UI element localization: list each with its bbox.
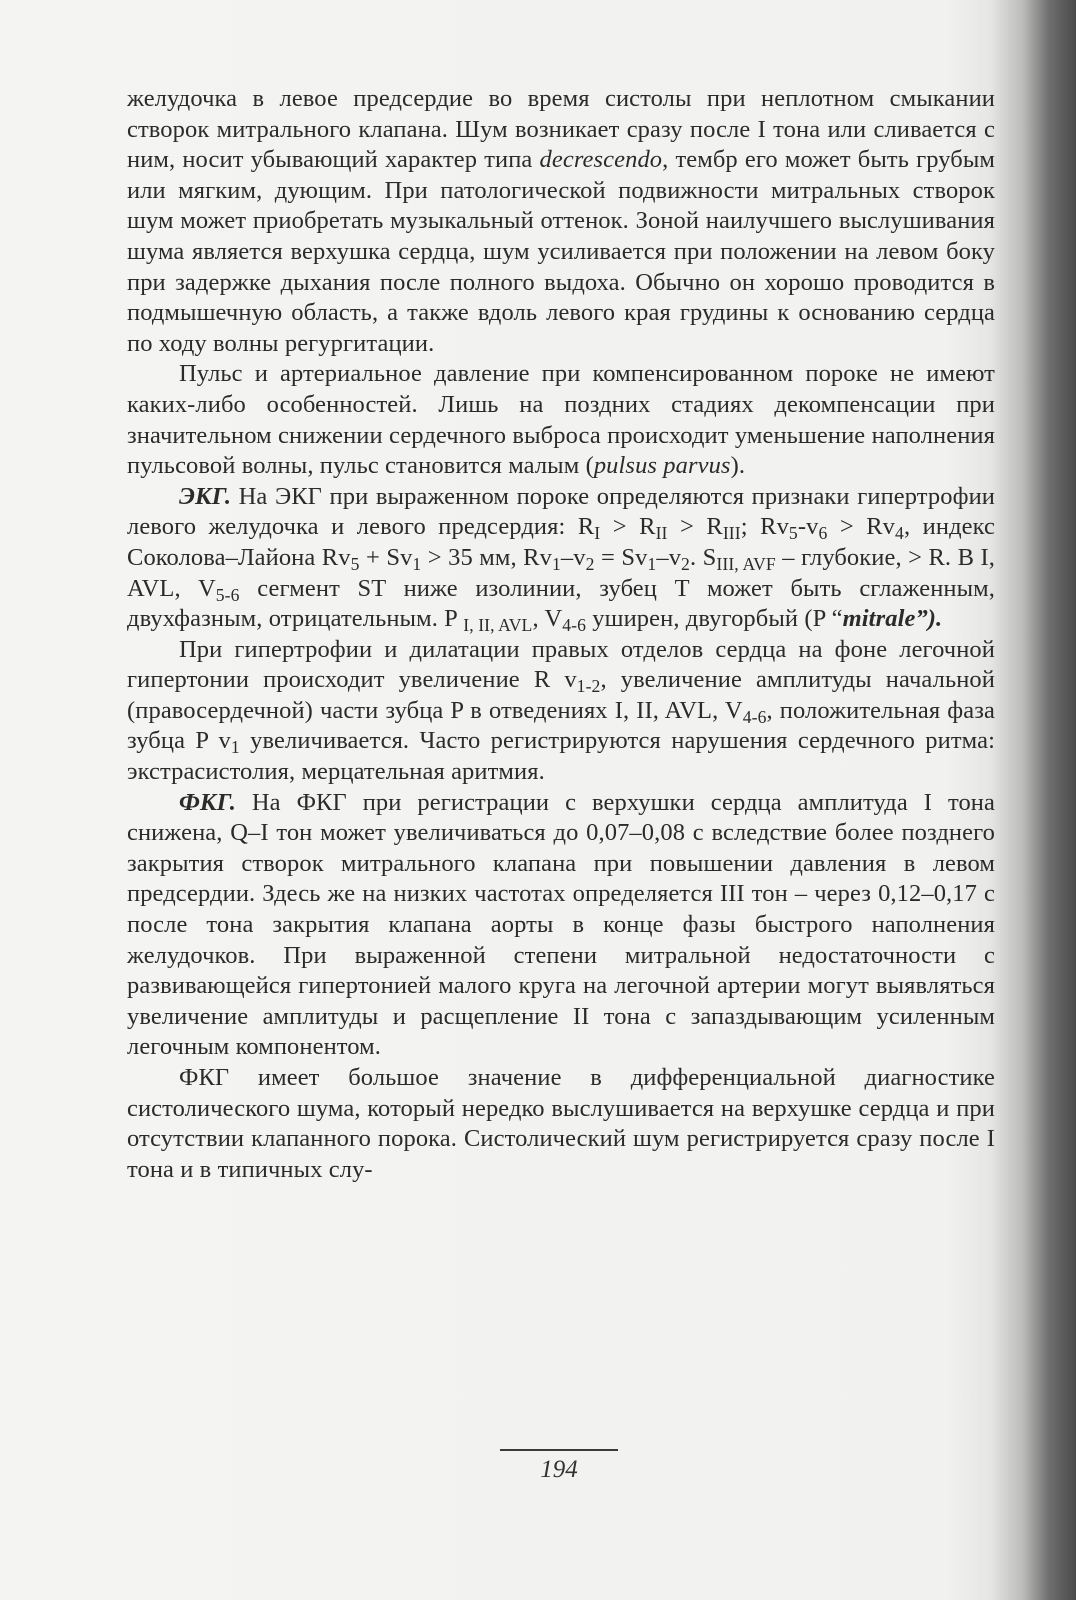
section-lead-ecg: ЭКГ.: [179, 482, 232, 510]
term-decrescendo: decrescendo: [539, 146, 663, 174]
term-pulsus-parvus: pulsus parvus: [593, 452, 731, 480]
term-mitrale: mitrale: [842, 605, 916, 633]
footer-divider: [500, 1449, 618, 1451]
page-body: [127, 84, 995, 1185]
section-lead-pcg: ФКГ.: [179, 788, 236, 816]
paragraph-right-heart: При гипертрофии и дилатации правых отделов сердца на фоне легочной гипертонии происходит увеличение R $v_{1-2}$, увеличение амплитуды начальной (правосердечной) части зубца P в отведениях I, II, AVL, $V_{4-6}$, положительная фаза зубца P $v_1$ увеличивается. Часто регистрируются нарушения сердечного ритма: экстрасистолия, мерцательная аритмия.: [127, 635, 995, 786]
paragraph-2: Пульс и артериальное давление при компенсированном пороке не имеют каких-либо особенностей. Лишь на поздних стадиях декомпенсации при значительном снижении сердечного выброса происходит уменьшение наполнения пульсовой волны, пульс становится малым (pulsus parvus).: [127, 360, 995, 480]
paragraph-pcg: ФКГ. На ФКГ при регистрации с верхушки сердца амплитуда I тона снижена, Q–I тон может увеличиваться до 0,07–0,08 с вследствие более позднего закрытия створок митрального клапана при повышении давления в левом предсердии. Здесь же на низких частотах определяется III тон – через 0,12–0,17 с после тона закрытия клапана аорты в конце фазы быстрого наполнения желудочков. При выраженной степени митральной недостаточности с развивающейся гипертонией малого круга на легочной артерии могут выявляться увеличение амплитуды и расщепление II тона с запаздывающим усиленным легочным компонентом.: [127, 788, 995, 1061]
paragraph-ecg: ЭКГ. На ЭКГ при выраженном пороке определяются признаки гипертрофии левого желудочка и левого предсердия: $R_I > R_{II} > R_{III}$; $Rv_5-v_6 > Rv_4$, индекс Соколова–Лайона $Rv_5 + Sv_1 > 35$ мм, $Rv_1-v_2 = Sv_1-v_2$. $S_{III, AVF}$ – глубокие, > R. В I, AVL, $V_{5-6}$ сегмент ST ниже изолинии, зубец T может быть сглаженным, двухфазным, отрицательным. P $_{I, II, AVL}$, $V_{4-6}$ уширен, двугорбый (P “mitrale”).: [127, 482, 996, 636]
page-number: 194: [540, 1456, 578, 1483]
paragraph-last: ФКГ имеет большое значение в дифференциальной диагностике систолического шума, который нередко выслушивается на верхушке сердца и при отсутствии клапанного порока. Систолический шум регистрируется сразу после I тона и в типичных слу-: [127, 1064, 995, 1183]
paragraph-1: желудочка в левое предсердие во время систолы при неплотном смыкании створок митрального клапана. Шум возникает сразу после I тона или сливается с ним, носит убывающий характер типа decrescendo, тембр его может быть грубым или мягким, дующим. При патологической подвижности митральных створок шум может приобретать музыкальный оттенок. Зоной наилучшего выслушивания шума является верхушка сердца, шум усиливается при положении на левом боку при задержке дыхания после полного выдоха. Обычно он хорошо проводится в подмышечную область, а также вдоль левого края грудины к основанию сердца по ходу волны регургитации.: [127, 85, 995, 357]
